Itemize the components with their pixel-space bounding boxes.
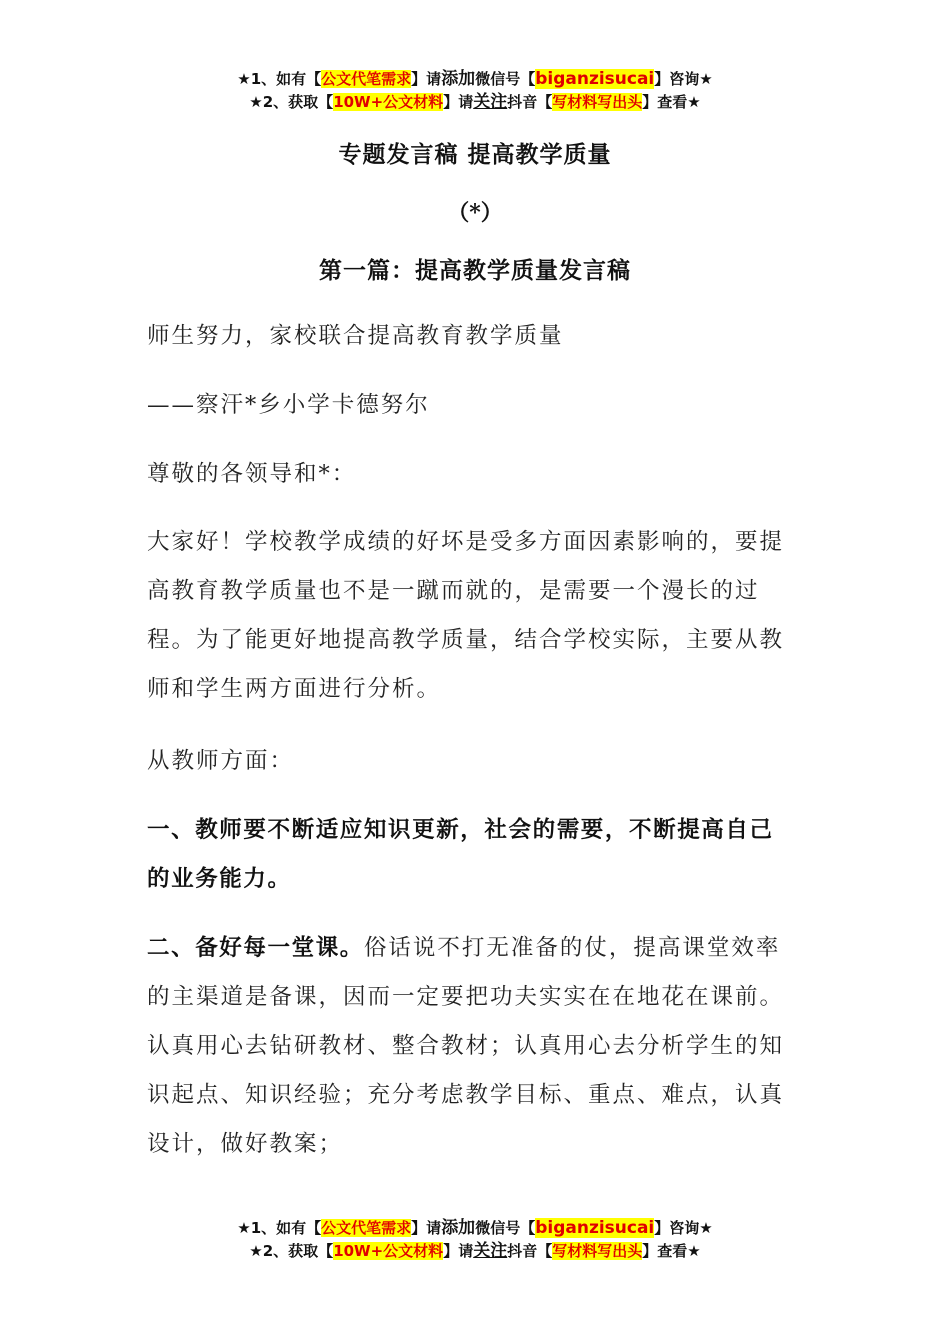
section-heading: 第一篇：提高教学质量发言稿 [319, 257, 631, 284]
star-icon: ★ [249, 93, 263, 111]
header-banner [0, 68, 950, 114]
banner-text: 】请 [411, 1219, 442, 1237]
paragraph-author: ——察汗*乡小学卡德努尔 [147, 392, 430, 418]
point-two-heading: 二、备好每一堂课。 [147, 935, 364, 961]
banner-text: 抖音【 [507, 1242, 553, 1260]
banner-highlight-materials: 10W+公文材料 [333, 1242, 444, 1260]
paragraph-teacher-aspect: 从教师方面： [147, 748, 295, 774]
star-icon: ★ [249, 1242, 263, 1260]
footer-banner [0, 1217, 950, 1263]
star-icon: ★ [237, 70, 251, 88]
point-two-text: 俗话说不打无准备的仗，提高课堂效率的主渠道是备课，因而一定要把功夫实实在在地花在课前。认真用心去钻研教材、整合教材；认真用心去分析学生的知识起点、知识经验；充分考虑教学目标、重点、难点，认真设计，做好教案； [147, 935, 785, 1157]
banner-text: 】查看★ [642, 93, 701, 111]
paragraph-salutation: 尊敬的各领导和*： [147, 461, 357, 487]
banner-highlight-wechat: biganzisucai [535, 1218, 655, 1238]
banner-text: 微信号【 [475, 70, 536, 88]
banner-emphasis: 添加 [441, 1218, 476, 1238]
banner-highlight-douyin: 写材料写出头 [552, 1242, 643, 1260]
banner-highlight-materials: 10W+公文材料 [333, 93, 444, 111]
banner-line-2 [0, 91, 950, 114]
banner-text: 2、获取【 [262, 1242, 334, 1260]
document-title: 专题发言稿 提高教学质量 [338, 141, 612, 168]
banner-text: 】咨询★ [654, 1219, 713, 1237]
banner-text: 微信号【 [475, 1219, 536, 1237]
paragraph-intro: 大家好！学校教学成绩的好坏是受多方面因素影响的，要提高教育教学质量也不是一蹴而就的，是需要一个漫长的过程。为了能更好地提高教学质量，结合学校实际，主要从教师和学生两方面进行分析。 [147, 529, 785, 702]
paragraph-point-two [147, 924, 787, 1169]
banner-text: 1、如有【 [250, 70, 322, 88]
banner-emphasis: 关注 [473, 1241, 508, 1261]
banner-text: 1、如有【 [250, 1219, 322, 1237]
banner-text: 2、获取【 [262, 93, 334, 111]
banner-line-1 [0, 1217, 950, 1240]
paragraph-topic: 师生努力，家校联合提高教育教学质量 [147, 323, 564, 349]
banner-highlight-wechat: biganzisucai [535, 69, 655, 89]
banner-line-1 [0, 68, 950, 91]
document-subtitle: （*） [447, 200, 503, 226]
paragraph-point-one [147, 806, 787, 904]
banner-text: 】请 [443, 1242, 474, 1260]
banner-text: 】请 [411, 70, 442, 88]
banner-highlight-service: 公文代笔需求 [321, 1219, 412, 1237]
point-one-text: 一、教师要不断适应知识更新，社会的需要，不断提高自己的业务能力。 [147, 817, 774, 892]
star-icon: ★ [237, 1219, 251, 1237]
banner-text: 】查看★ [642, 1242, 701, 1260]
banner-line-2 [0, 1240, 950, 1263]
banner-text: 抖音【 [507, 93, 553, 111]
banner-highlight-douyin: 写材料写出头 [552, 93, 643, 111]
banner-emphasis: 关注 [473, 92, 508, 112]
banner-highlight-service: 公文代笔需求 [321, 70, 412, 88]
banner-text: 】咨询★ [654, 70, 713, 88]
banner-emphasis: 添加 [441, 69, 476, 89]
banner-text: 】请 [443, 93, 474, 111]
